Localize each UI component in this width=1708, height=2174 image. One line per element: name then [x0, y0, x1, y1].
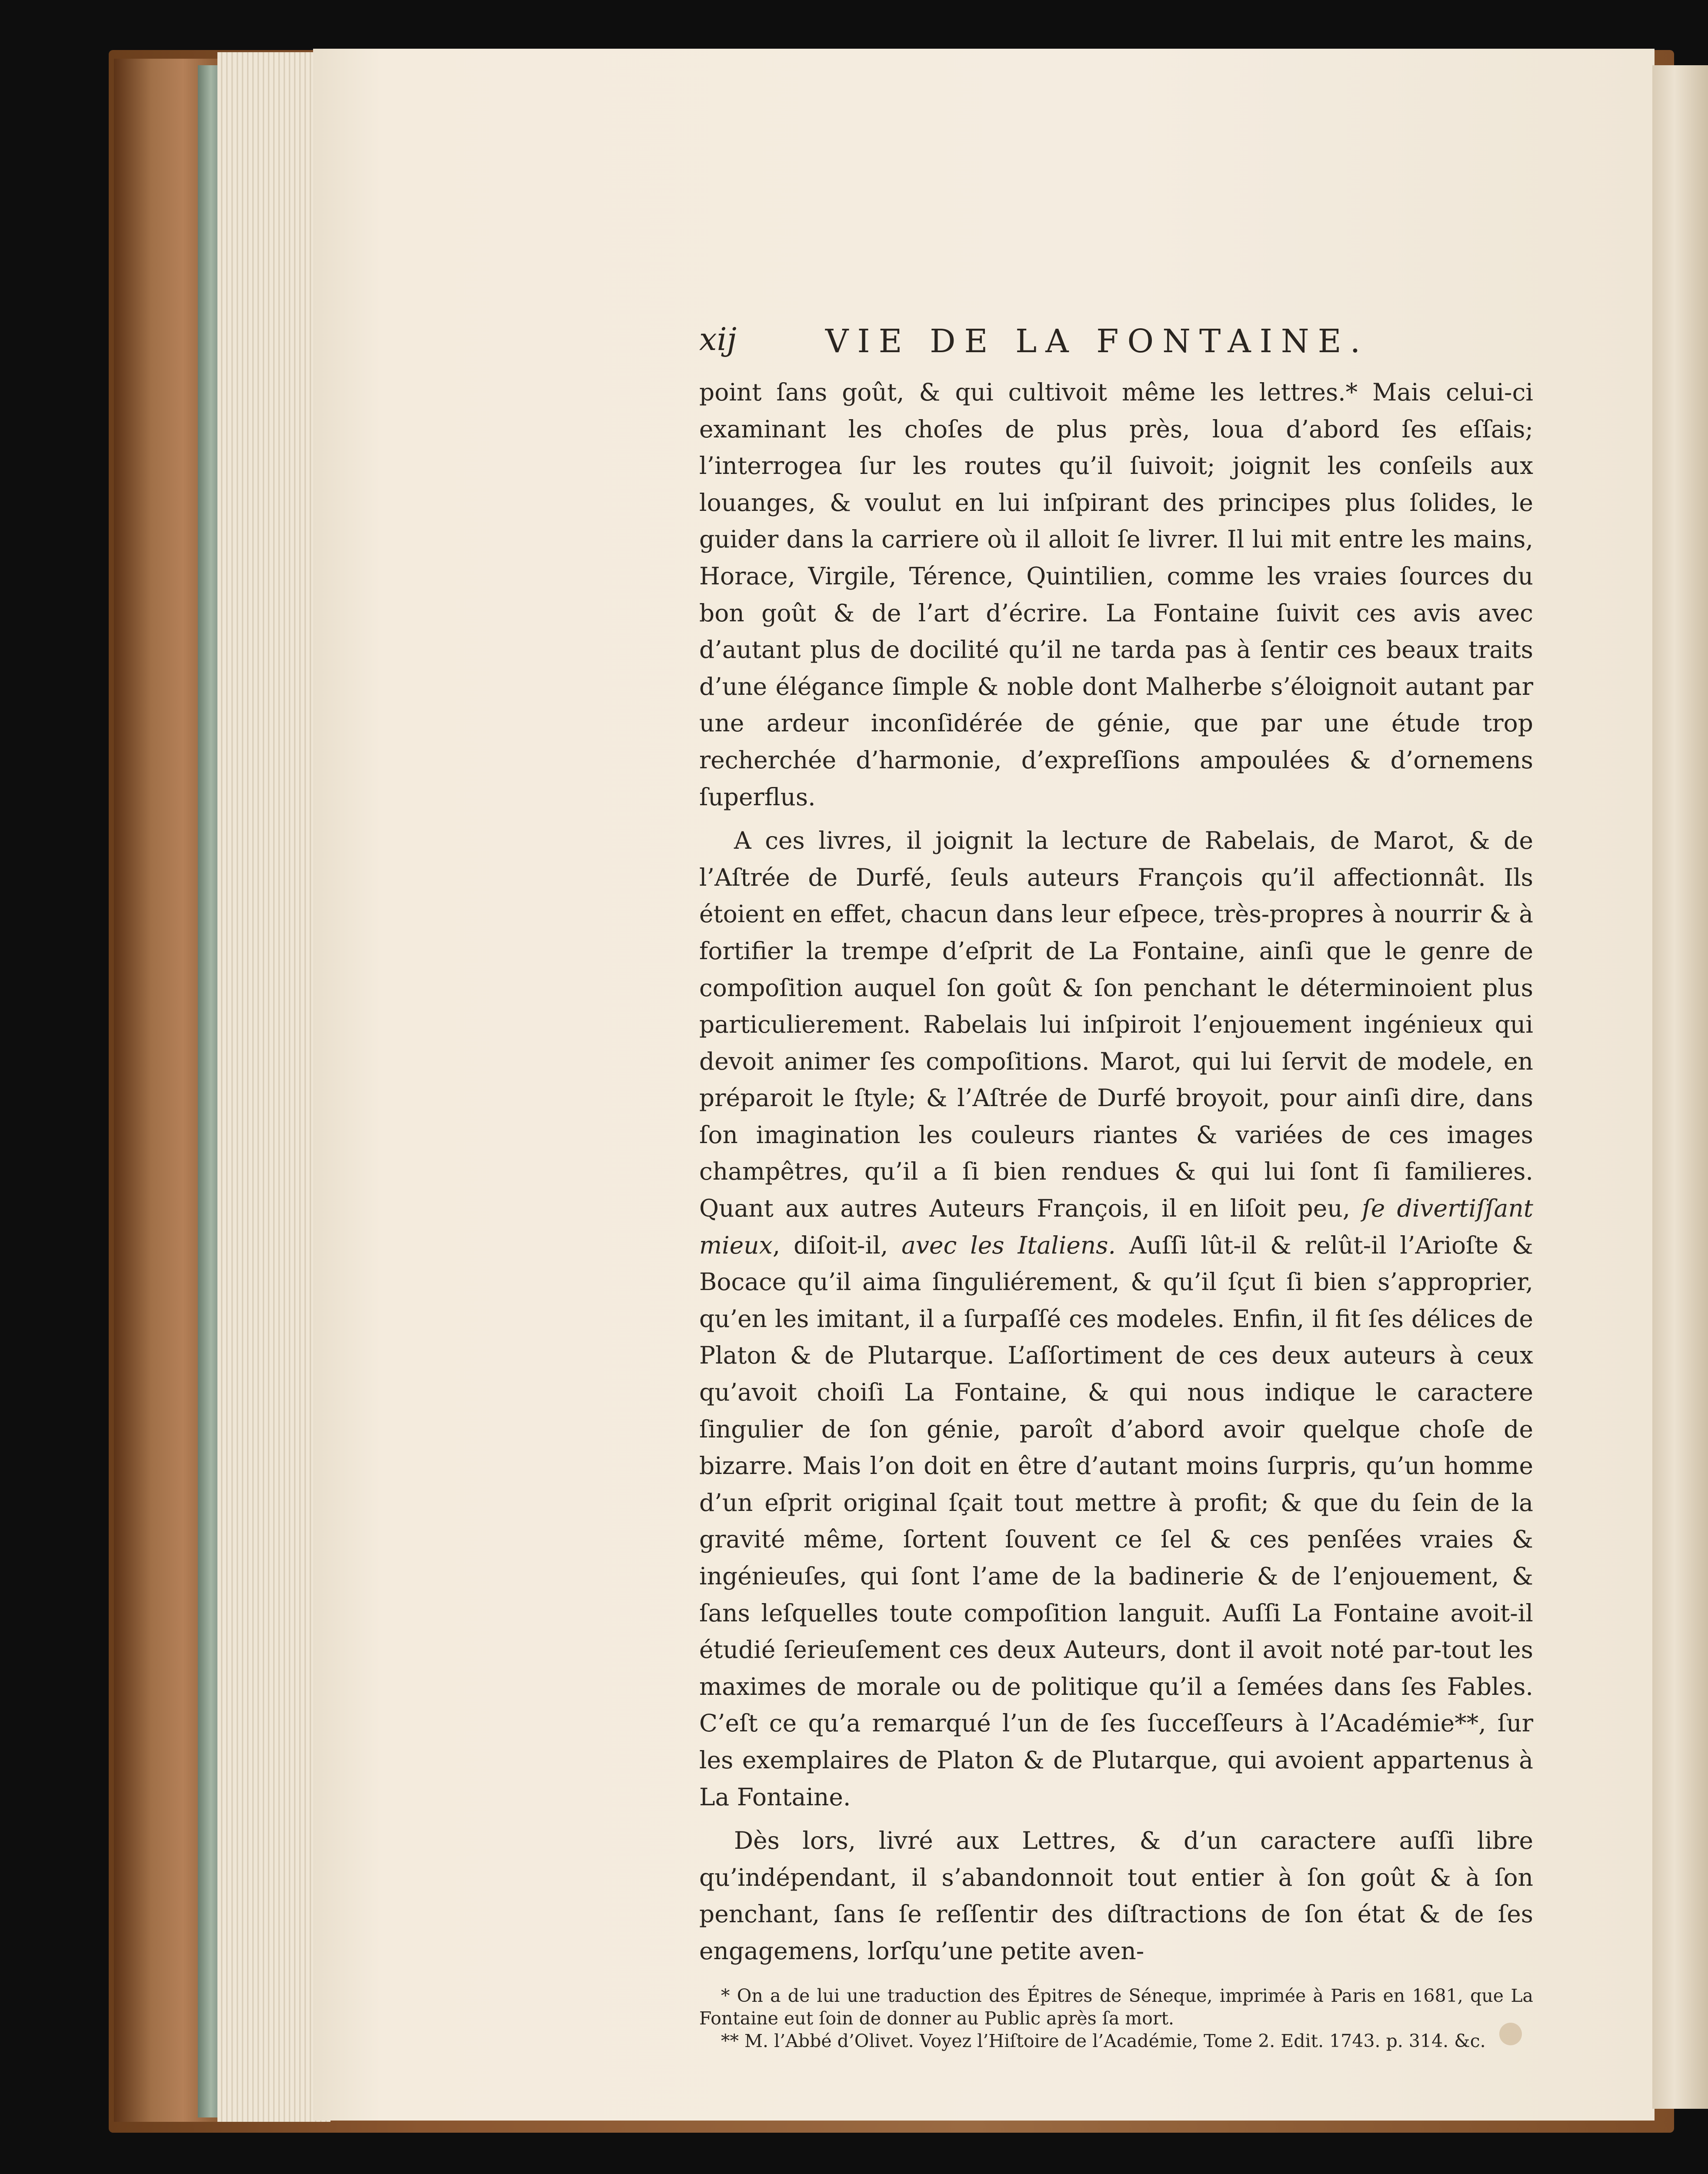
running-title: VIE DE LA FONTAINE.	[825, 323, 1369, 360]
italic-quote-1: ſe divertiſſant mieux	[699, 1194, 1534, 1259]
italic-quote-2: avec les Italiens.	[901, 1231, 1116, 1259]
paragraph-1: point ſans goût, & qui cultivoit même les lettres.* Mais celui-ci examinant les choſes de plus près, loua d’abord ſes eſſais; l’interrogea ſur les routes qu’il ſuivoit; joignit les conſeils aux louanges, & voulut en lui inſpirant des principes plus ſolides, le guider dans la carriere où il alloit ſe livrer. Il lui mit entre les mains, Horace, Virgile, Térence, Quintilien, comme les vraies ſources du bon goût & de l’art d’écrire. La Fontaine ſuivit ces avis avec d’autant plus de docilité qu’il ne tarda pas à ſentir ces beaux traits d’une élégance ſimple & noble dont Malherbe s’éloignoit autant par une ardeur inconſidérée de génie, que par une étude trop recherchée d’harmonie, d’expreſſions ampoulées & d’ornemens ſuperflus.	[699, 378, 1533, 811]
footnote-2: ** M. l’Abbé d’Olivet. Voyez l’Hiſtoire de l’Académie, Tome 2. Edit. 1743. p. 314. &c.	[721, 2030, 1486, 2051]
footnote-1: * On a de lui une traduction des Épitres de Séneque, imprimée à Paris en 1681, que La Fontaine eut ſoin de donner au Public après ſa mort.	[699, 1985, 1533, 2029]
body-text	[699, 374, 1533, 1970]
running-head	[699, 313, 1533, 374]
paragraph-2-text-cont: Auſſi lût-il & relût-il l’Arioſte & Bocace qu’il aima ſinguliérement, & qu’il ſçut ſi bien s’approprier, qu’en les imitant, il a ſurpaſſé ces modeles. Enfin, il fit ſes délices de Platon & de Plutarque. L’aſſortiment de ces deux auteurs à ceux qu’avoit choiſi La Fontaine, & qui nous indique le caractere ſingulier de ſon génie, paroît d’abord avoir quelque choſe de bizarre. Mais l’on doit en être d’autant moins ſurpris, qu’un homme d’un eſprit original ſçait tout mettre à profit; & que du ſein de la gravité même, ſortent ſouvent ce ſel & ces penſées vraies & ingénieuſes, qui ſont l’ame de la badinerie & de l’enjouement, & ſans leſquelles toute compoſition languit. Auſſi La Fontaine avoit-il étudié ſerieuſement ces deux Auteurs, dont il avoit noté par-tout les maximes de morale ou de politique qu’il a ſemées dans ſes Fables. C’eſt ce qu’a remarqué l’un de ſes ſucceſſeurs à l’Académie**, ſur les exemplaires de Platon & de Plutarque, qui avoient appartenus à La Fontaine.	[699, 1231, 1533, 1811]
page-number: xij	[699, 321, 737, 357]
paragraph-2-inset: , diſoit-il,	[772, 1231, 888, 1259]
page-text-block	[699, 313, 1533, 2052]
footnotes	[699, 1984, 1533, 2052]
paragraph-2-text: A ces livres, il joignit la lecture de Rabelais, de Marot, & de l’Aſtrée de Durfé, ſeuls auteurs François qu’il affectionnât. Ils étoient en effet, chacun dans leur eſpece, très-propres à nourrir & à fortifier la trempe d’eſprit de La Fontaine, ainſi que le genre de compoſition auquel ſon goût & ſon penchant le déterminoient plus particulierement. Rabelais lui inſpiroit l’enjouement ingénieux qui devoit animer ſes compoſitions. Marot, qui lui ſervit de modele, en préparoit le ſtyle; & l’Aſtrée de Durfé broyoit, pour ainſi dire, dans ſon imagination les couleurs riantes & variées de ces images champêtres, qu’il a ſi bien rendues & qui lui ſont ſi familieres. Quant aux autres Auteurs François, il en liſoit peu,	[699, 827, 1533, 1223]
next-page-edge	[1652, 65, 1708, 2109]
paragraph-2	[699, 822, 1533, 1815]
paragraph-3: Dès lors, livré aux Lettres, & d’un caractere auſſi libre qu’indépendant, il s’abandonnoit tout entier à ſon goût & à ſon penchant, ſans ſe reſſentir des diſtractions de ſon état & de ſes engagemens, lorſqu’une petite aven-	[699, 1827, 1533, 1965]
